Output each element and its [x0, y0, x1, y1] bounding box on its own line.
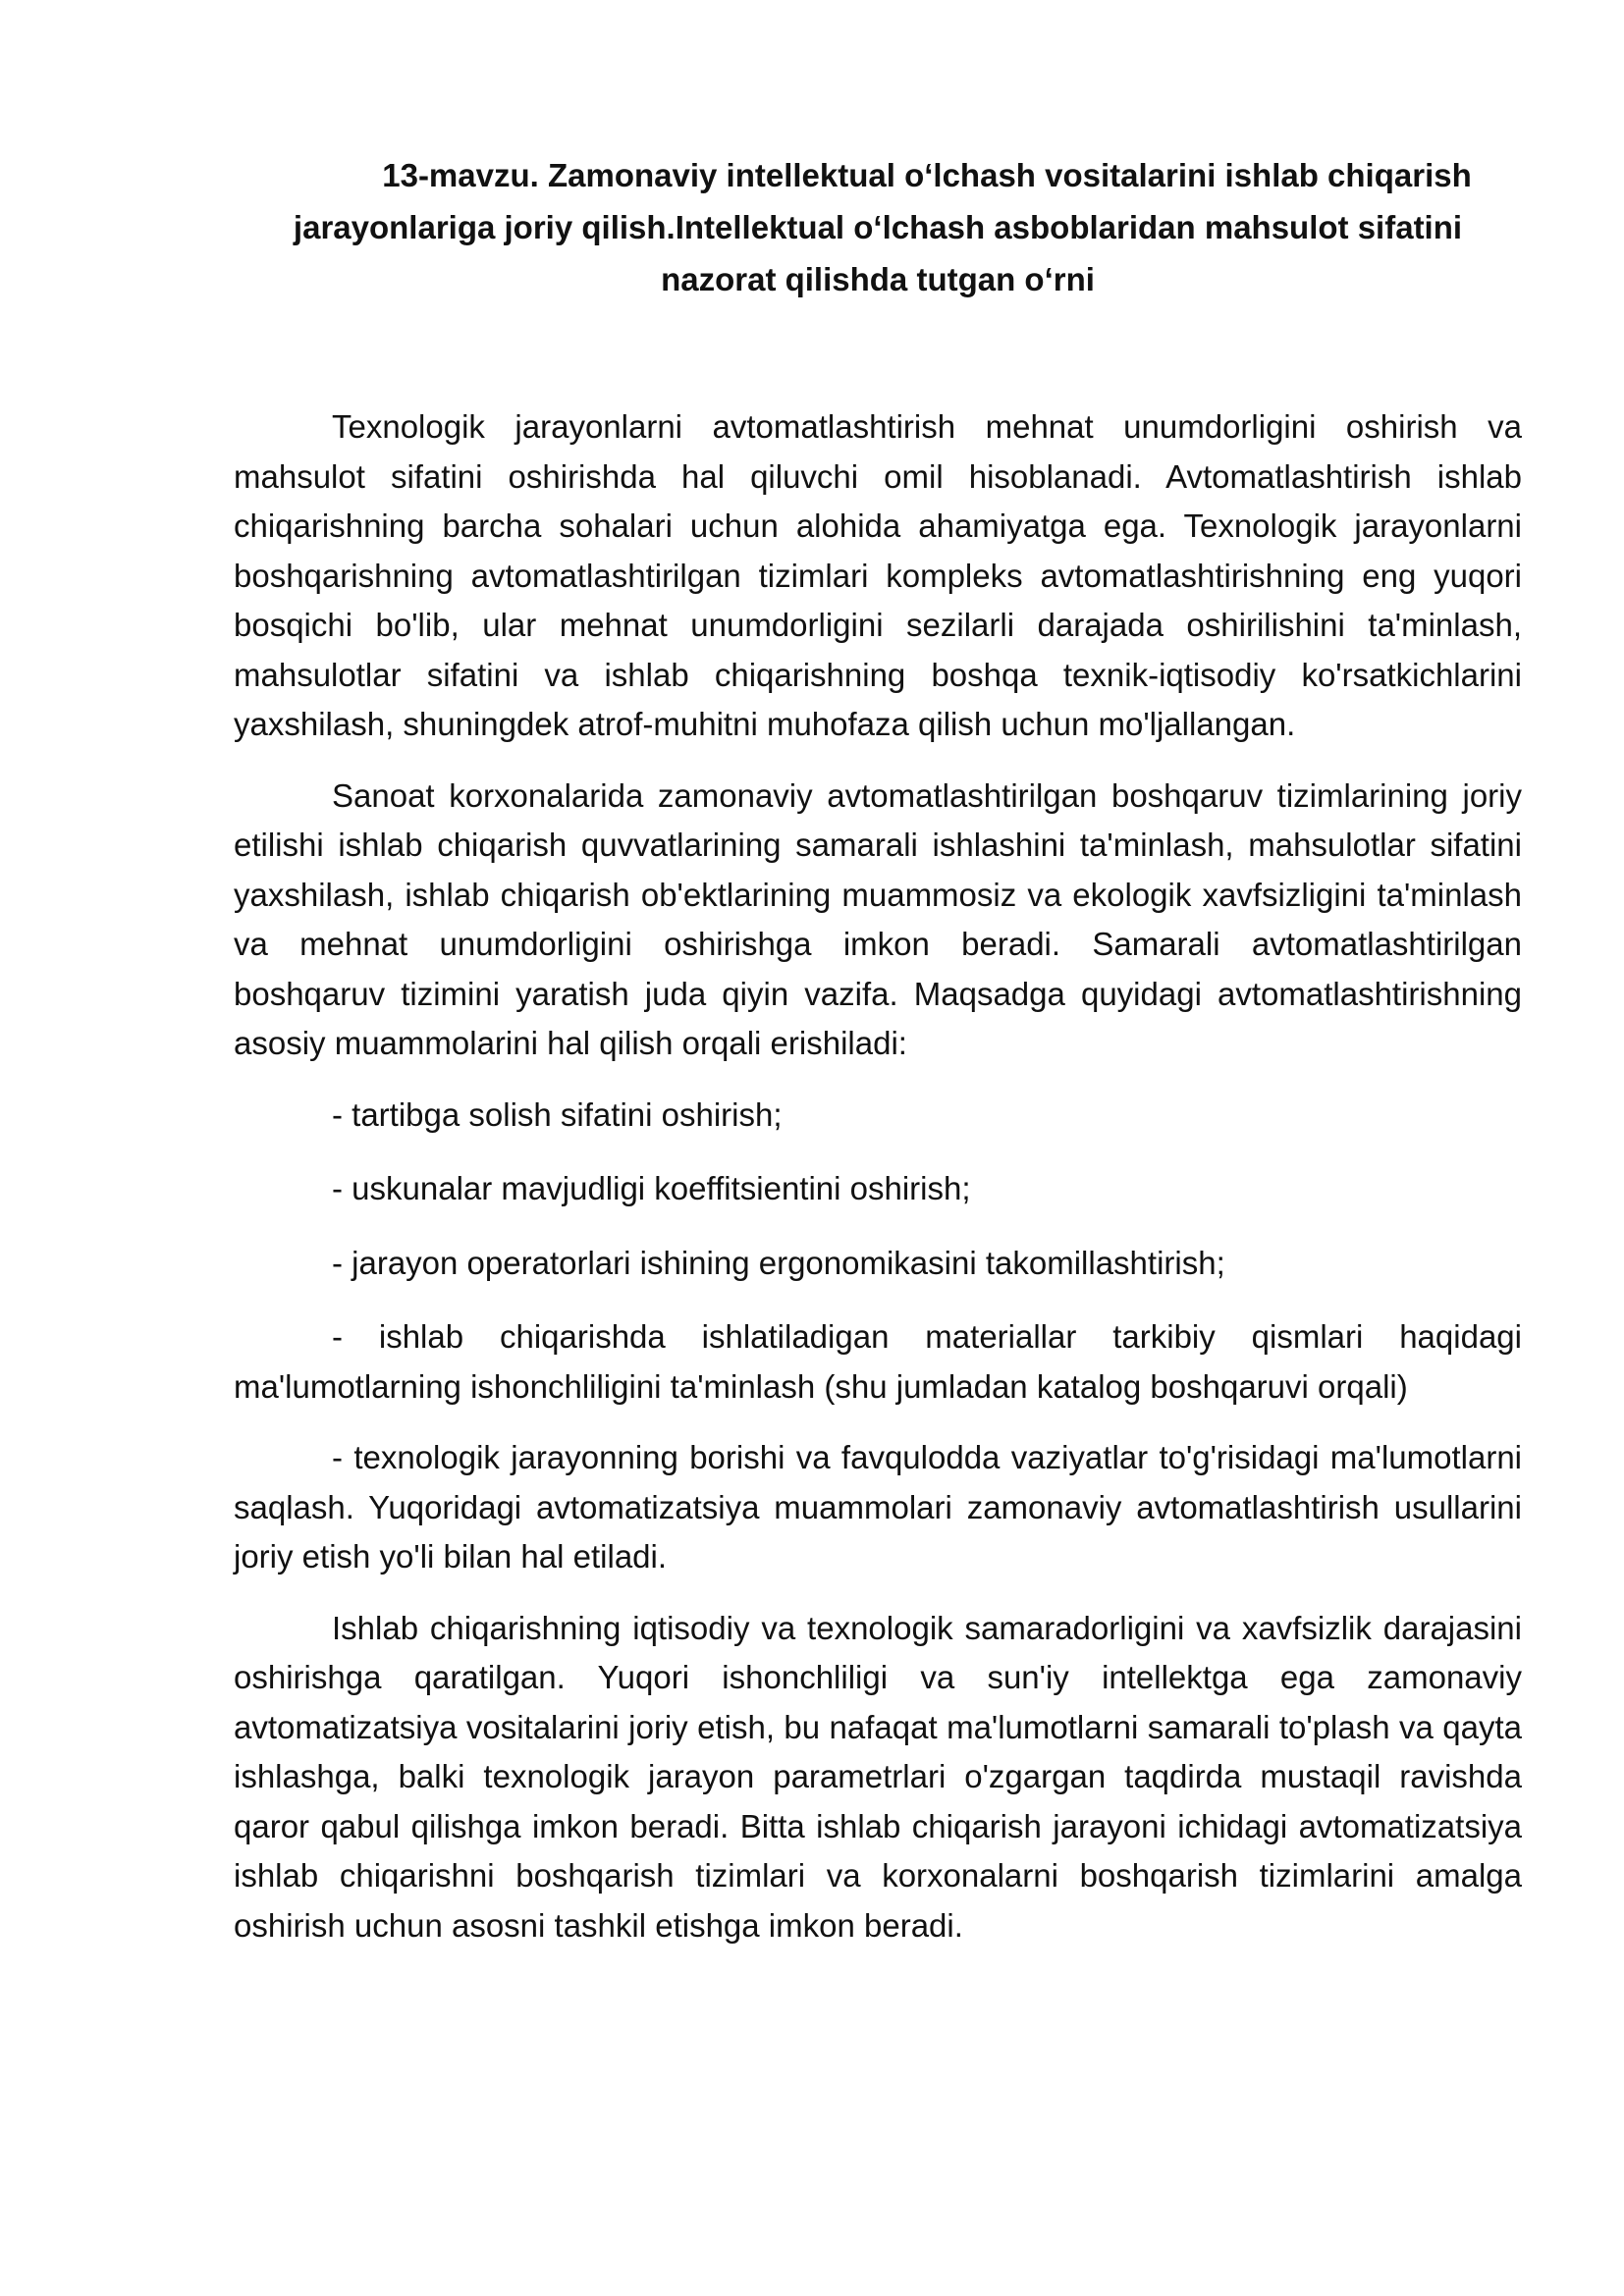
- body-paragraph: Texnologik jarayonlarni avtomatlashtirish mehnat unumdorligini oshirish va mahsulot sifatini oshirishda hal qiluvchi omil hisoblanadi. Avtomatlashtirish ishlab chiqarishning barcha sohalari uchun alohida ahamiyatga ega. Texnologik jarayonlarni boshqarishning avtomatlashtirilgan tizimlari kompleks avtomatlashtirishning eng yuqori bosqichi bo'lib, ular mehnat unumdorligini sezilarli darajada oshirilishini ta'minlash, mahsulotlar sifatini va ishlab chiqarishning boshqa texnik-iqtisodiy ko'rsatkichlarini yaxshilash, shuningdek atrof-muhitni muhofaza qilish uchun mo'ljallangan.: [234, 408, 1522, 742]
- list-item: - ishlab chiqarishda ishlatiladigan materiallar tarkibiy qismlari haqidagi ma'lumotlarning ishonchliligini ta'minlash (shu jumladan katalog boshqaruvi orqali): [234, 1318, 1522, 1405]
- list-item: - jarayon operatorlari ishining ergonomikasini takomillashtirish;: [332, 1244, 1225, 1281]
- list-item: - texnologik jarayonning borishi va favqulodda vaziyatlar to'g'risidagi ma'lumotlarni saqlash. Yuqoridagi avtomatizatsiya muammolari zamonaviy avtomatlashtirish usullarini joriy etish yo'li bilan hal etiladi.: [234, 1439, 1522, 1575]
- task-list: [234, 1091, 1522, 1582]
- list-item: - uskunalar mavjudligi koeffitsientini oshirish;: [332, 1170, 971, 1206]
- body-paragraph: Ishlab chiqarishning iqtisodiy va texnologik samaradorligini va xavfsizlik darajasini oshirishga qaratilgan. Yuqori ishonchliligi va sun'iy intellektga ega zamonaviy avtomatizatsiya vositalarini joriy etish, bu nafaqat ma'lumotlarni samarali to'plash va qayta ishlashga, balki texnologik jarayon parametrlari o'zgargan taqdirda mustaqil ravishda qaror qabul qilishga imkon beradi. Bitta ishlab chiqarish jarayoni ichidagi avtomatizatsiya ishlab chiqarishni boshqarish tizimlari va korxonalarni boshqarish tizimlarini amalga oshirish uchun asosni tashkil etishga imkon beradi.: [234, 1609, 1522, 1944]
- body-paragraph: Sanoat korxonalarida zamonaviy avtomatlashtirilgan boshqaruv tizimlarining joriy etilishi ishlab chiqarish quvvatlarining samarali ishlashini ta'minlash, mahsulotlar sifatini yaxshilash, ishlab chiqarish ob'ektlarining muammosiz va ekologik xavfsizligini ta'minlash va mehnat unumdorligini oshirishga imkon beradi. Samarali avtomatlashtirilgan boshqaruv tizimini yaratish juda qiyin vazifa. Maqsadga quyidagi avtomatlashtirishning asosiy muammolarini hal qilish orqali erishiladi:: [234, 776, 1522, 1061]
- title-line: 13-mavzu. Zamonaviy intellektual o‘lchash vositalarini ishlab chiqarish: [382, 157, 1472, 193]
- document-body: [234, 402, 1522, 1972]
- title-line: nazorat qilishda tutgan o‘rni: [661, 261, 1095, 297]
- page-title: [250, 149, 1505, 305]
- list-item: - tartibga solish sifatini oshirish;: [332, 1095, 783, 1133]
- title-line: jarayonlariga joriy qilish.Intellektual o‘lchash asboblaridan mahsulot sifatini: [293, 209, 1463, 245]
